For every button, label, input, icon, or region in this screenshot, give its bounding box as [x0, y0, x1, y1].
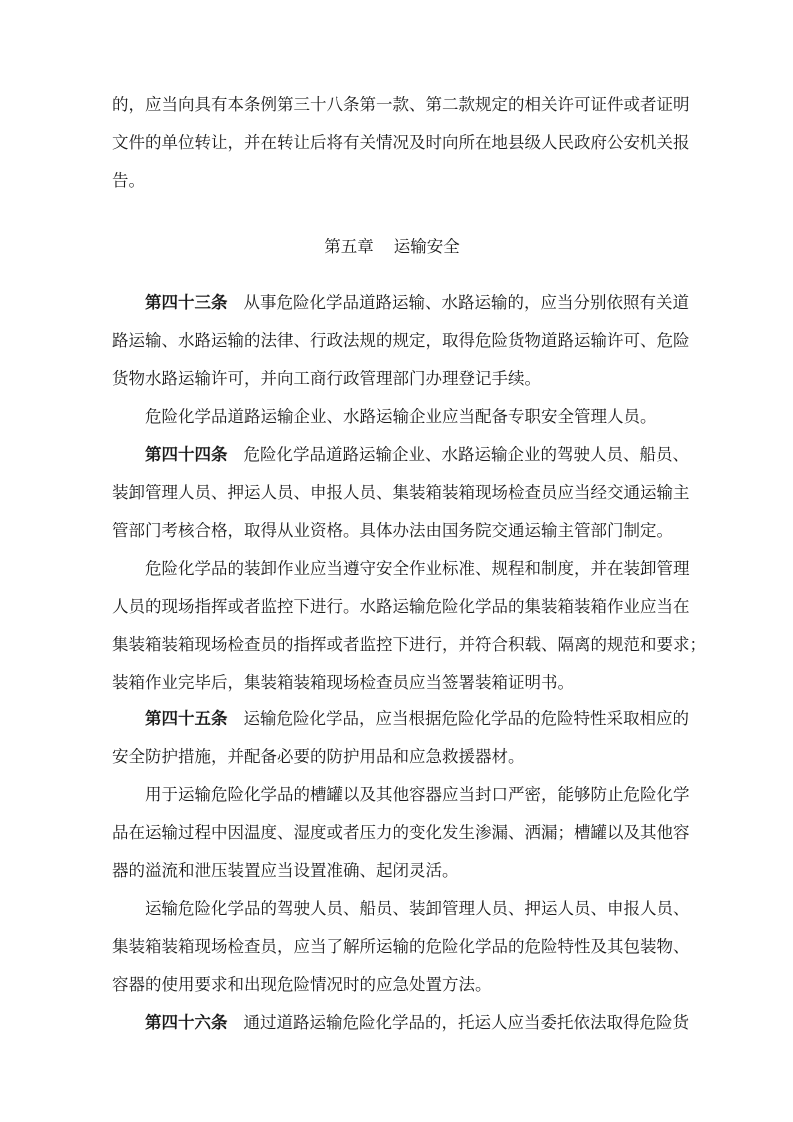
- article-text: 从事危险化学品道路运输、水路运输的，应当分别依照有关道: [243, 293, 689, 312]
- chapter-number: 第五章: [324, 237, 374, 256]
- text-line: 集装箱装箱现场检查员的指挥或者监控下进行，并符合积载、隔离的规范和要求；: [112, 635, 706, 654]
- text-line: 装箱作业完毕后，集装箱装箱现场检查员应当签署装箱证明书。: [112, 673, 574, 692]
- chapter-title: 运输安全: [393, 237, 460, 256]
- text-line: 运输危险化学品的驾驶人员、船员、装卸管理人员、押运人员、申报人员、: [145, 899, 690, 918]
- text-line: [112, 292, 689, 314]
- article-label: 第四十五条: [145, 709, 228, 728]
- chapter-heading: [112, 236, 672, 258]
- text-line: 危险化学品道路运输企业、水路运输企业应当配备专职安全管理人员。: [145, 407, 657, 426]
- article-45: [112, 708, 689, 768]
- article-43: [112, 292, 690, 390]
- text-line: 文件的单位转让，并在转让后将有关情况及时向所在地县级人民政府公安机关报: [112, 133, 690, 152]
- text-line: 器的溢流和泄压装置应当设置准确、起闭灵活。: [112, 861, 459, 880]
- article-45-paragraph-3: [112, 898, 690, 996]
- article-text: 危险化学品道路运输企业、水路运输企业的驾驶人员、船员、: [243, 445, 689, 464]
- article-label: 第四十四条: [145, 445, 228, 464]
- text-line: 的，应当向具有本条例第三十八条第一款、第二款规定的相关许可证件或者证明: [112, 95, 690, 114]
- text-line: 安全防护措施，并配备必要的防护用品和应急救援器材。: [112, 747, 525, 766]
- article-text: 通过道路运输危险化学品的，托运人应当委托依法取得危险货: [243, 1013, 689, 1032]
- article-44: [112, 444, 690, 542]
- text-line: 货物水路运输许可，并向工商行政管理部门办理登记手续。: [112, 369, 541, 388]
- text-line: 装卸管理人员、押运人员、申报人员、集装箱装箱现场检查员应当经交通运输主: [112, 483, 690, 502]
- article-label: 第四十六条: [145, 1013, 228, 1032]
- article-label: 第四十三条: [145, 293, 228, 312]
- article-46: [112, 1012, 689, 1034]
- text-line: 路运输、水路运输的法律、行政法规的规定，取得危险货物道路运输许可、危险: [112, 331, 690, 350]
- text-line: 容器的使用要求和出现危险情况时的应急处置方法。: [112, 975, 492, 994]
- text-line: 人员的现场指挥或者监控下进行。水路运输危险化学品的集装箱装箱作业应当在: [112, 597, 690, 616]
- text-line: 告。: [112, 171, 145, 190]
- text-line: [112, 1012, 689, 1034]
- article-43-paragraph-2: [112, 406, 672, 428]
- text-line: 危险化学品的装卸作业应当遵守安全作业标准、规程和制度，并在装卸管理: [145, 559, 690, 578]
- text-line: 管部门考核合格，取得从业资格。具体办法由国务院交通运输主管部门制定。: [112, 521, 673, 540]
- text-line: [112, 444, 689, 466]
- text-line: 用于运输危险化学品的槽罐以及其他容器应当封口严密，能够防止危险化学: [145, 785, 690, 804]
- article-text: 运输危险化学品，应当根据危险化学品的危险特性采取相应的: [243, 709, 689, 728]
- text-line: [112, 708, 689, 730]
- intro-paragraph: [112, 94, 690, 192]
- text-line: 集装箱装箱现场检查员，应当了解所运输的危险化学品的危险特性及其包装物、: [112, 937, 690, 956]
- article-44-paragraph-2: [112, 558, 706, 694]
- text-line: 品在运输过程中因温度、湿度或者压力的变化发生渗漏、洒漏；槽罐以及其他容: [112, 823, 690, 842]
- article-45-paragraph-2: [112, 784, 690, 882]
